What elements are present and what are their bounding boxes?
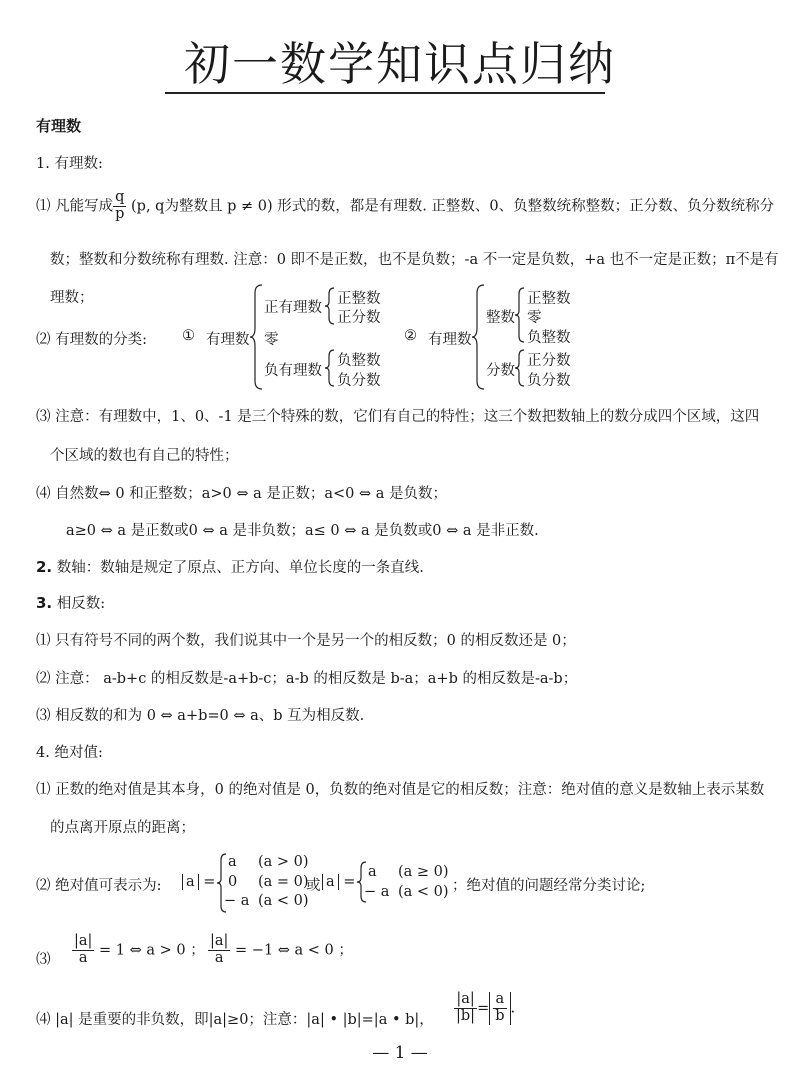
s4-abs-right: a = xyxy=(322,874,355,890)
tree1-brace-pos xyxy=(324,286,336,326)
s4-case1-cond: (a > 0) xyxy=(258,854,309,870)
s4-case5-cond: (a < 0) xyxy=(398,884,449,900)
s4-case3-cond: (a < 0) xyxy=(258,893,309,909)
s4-p4-formula: $\frac{|a|}{|b|}$ = $\frac{a}{b}$ . xyxy=(456,991,516,1024)
page-title: 初一数学知识点归纳 xyxy=(184,37,616,91)
s4-case4-cond: (a ≥ 0) xyxy=(398,864,449,880)
tree2-frac-pos: 正分数 xyxy=(527,353,571,369)
tree1-mark: ① xyxy=(182,328,195,344)
s1-p3-line1: ⑶ 注意：有理数中，1、0、-1 是三个特殊的数，它们有自己的特性；这三个数把数轴上的数分成四个区域，这四 xyxy=(36,409,760,425)
s4-case2-value: 0 xyxy=(228,874,238,890)
s4-p3-fraction1: $\frac{|a|}{a}$ xyxy=(74,933,93,966)
tree1-neg-int: 负整数 xyxy=(337,353,381,369)
s1-heading: 1. 有理数: xyxy=(36,156,103,172)
s4-p2-label: ⑵ 绝对值可表示为: xyxy=(36,878,162,894)
s4-case2-cond: (a = 0) xyxy=(258,874,309,890)
s2-line xyxy=(36,556,424,577)
tree2-mark: ② xyxy=(404,328,417,344)
s4-p4-fraction1: $\frac{|a|}{|b|}$ xyxy=(456,991,476,1024)
s4-case1-value: a xyxy=(228,854,237,870)
tree2-int-neg: 负整数 xyxy=(527,330,571,346)
tree1-pos-int: 正整数 xyxy=(337,291,381,307)
tree1-zero: 零 xyxy=(264,332,279,348)
tree2-brace-main xyxy=(472,283,486,391)
s4-heading: 4. 绝对值: xyxy=(36,745,103,761)
tree2-int-zero: 零 xyxy=(527,310,542,326)
s1-p3-line2: 个区域的数也有自己的特性； xyxy=(50,448,239,464)
section-heading: 有理数 xyxy=(36,117,82,135)
title-underline xyxy=(165,92,605,94)
tree1-brace-neg xyxy=(324,348,336,388)
s4-abs-left: a = xyxy=(182,874,215,890)
tree1-positive: 正有理数 xyxy=(264,300,322,316)
s1-p1-line1 xyxy=(36,190,774,223)
s4-p2-suffix: ；绝对值的问题经常分类讨论; xyxy=(452,878,646,894)
s4-p4-text: ⑷ |a| 是重要的非负数，即|a|≥0；注意：|a| • |b|=|a • b|， xyxy=(36,1012,434,1028)
s1-p1-suffix: (p, q为整数且 p ≠ 0) 形式的数，都是有理数. 正整数、0、负整数统称整数；正分数、负分数统称分 xyxy=(126,198,775,215)
s1-p1-prefix: ⑴ 凡能写成 xyxy=(36,198,114,215)
s1-p1-fraction xyxy=(113,190,126,223)
tree2-frac-neg: 负分数 xyxy=(527,373,571,389)
s3-line xyxy=(36,592,105,613)
page-number: — 1 — xyxy=(372,1043,428,1063)
s1-p4-line2: a≥0 ⇔ a 是正数或0 ⇔ a 是非负数；a≤ 0 ⇔ a 是负数或0 ⇔ a 是非正数. xyxy=(66,523,539,539)
s4-or: 或 xyxy=(306,878,321,894)
tree2-brace-frac xyxy=(514,348,526,388)
s3-p3: ⑶ 相反数的和为 0 ⇔ a+b=0 ⇔ a、b 互为相反数. xyxy=(36,708,365,724)
s4-p3-fraction2: $\frac{|a|}{a}$ xyxy=(210,933,229,966)
tree1-pos-frac: 正分数 xyxy=(337,310,381,326)
s4-p1-line1: ⑴ 正数的绝对值是其本身，0 的绝对值是 0，负数的绝对值是它的相反数；注意：绝对值的意义是数轴上表示某数 xyxy=(36,782,765,798)
tree1-neg-frac: 负分数 xyxy=(337,373,381,389)
s4-p3-formula1: $\frac{|a|}{a}$ = 1 ⇔ a > 0 ； xyxy=(74,933,205,966)
s1-p2-label: ⑵ 有理数的分类: xyxy=(36,332,147,348)
s4-p1-line2: 的点离开原点的距离； xyxy=(50,820,195,836)
s1-p1-line2: 数；整数和分数统称有理数. 注意：0 即不是正数，也不是负数；-a 不一定是负数，+a 也不一定是正数；π不是有 xyxy=(50,252,779,268)
fraction-denominator: p xyxy=(115,205,125,222)
s3-heading: 3. xyxy=(36,594,53,612)
s1-p1-line3: 理数； xyxy=(50,290,94,306)
s4-case5-value: − a xyxy=(364,884,390,900)
s3-p1: ⑴ 只有符号不同的两个数，我们说其中一个是另一个的相反数；0 的相反数还是 0； xyxy=(36,633,576,649)
s4-p3-label: ⑶ xyxy=(36,952,51,968)
fraction-numerator: q xyxy=(115,189,125,205)
tree2-int-pos: 正整数 xyxy=(527,291,571,307)
s4-case4-value: a xyxy=(368,864,377,880)
s3-p2: ⑵ 注意： a-b+c 的相反数是-a+b-c；a-b 的相反数是 b-a；a+b 的相反数是-a-b； xyxy=(36,671,578,687)
s3-label: 相反数: xyxy=(56,596,106,612)
s2-heading: 2. xyxy=(36,558,53,576)
tree2-fraction: 分数 xyxy=(486,363,515,379)
tree1-root: 有理数 xyxy=(206,332,250,348)
tree1-brace-main xyxy=(250,283,264,391)
tree1-negative: 负有理数 xyxy=(264,363,322,379)
tree2-integer: 整数 xyxy=(486,310,515,326)
s4-p3-formula2: $\frac{|a|}{a}$ = −1 ⇔ a < 0 ； xyxy=(210,933,353,966)
s1-p4-line1: ⑷ 自然数⇔ 0 和正整数；a>0 ⇔ a 是正数；a<0 ⇔ a 是负数； xyxy=(36,486,447,502)
tree2-brace-int xyxy=(514,286,526,344)
s4-case3-value: − a xyxy=(224,893,250,909)
s2-text: 数轴：数轴是规定了原点、正方向、单位长度的一条直线. xyxy=(56,560,424,576)
s4-p4-fraction2: $\frac{a}{b}$ xyxy=(489,992,510,1025)
tree2-root: 有理数 xyxy=(428,332,472,348)
